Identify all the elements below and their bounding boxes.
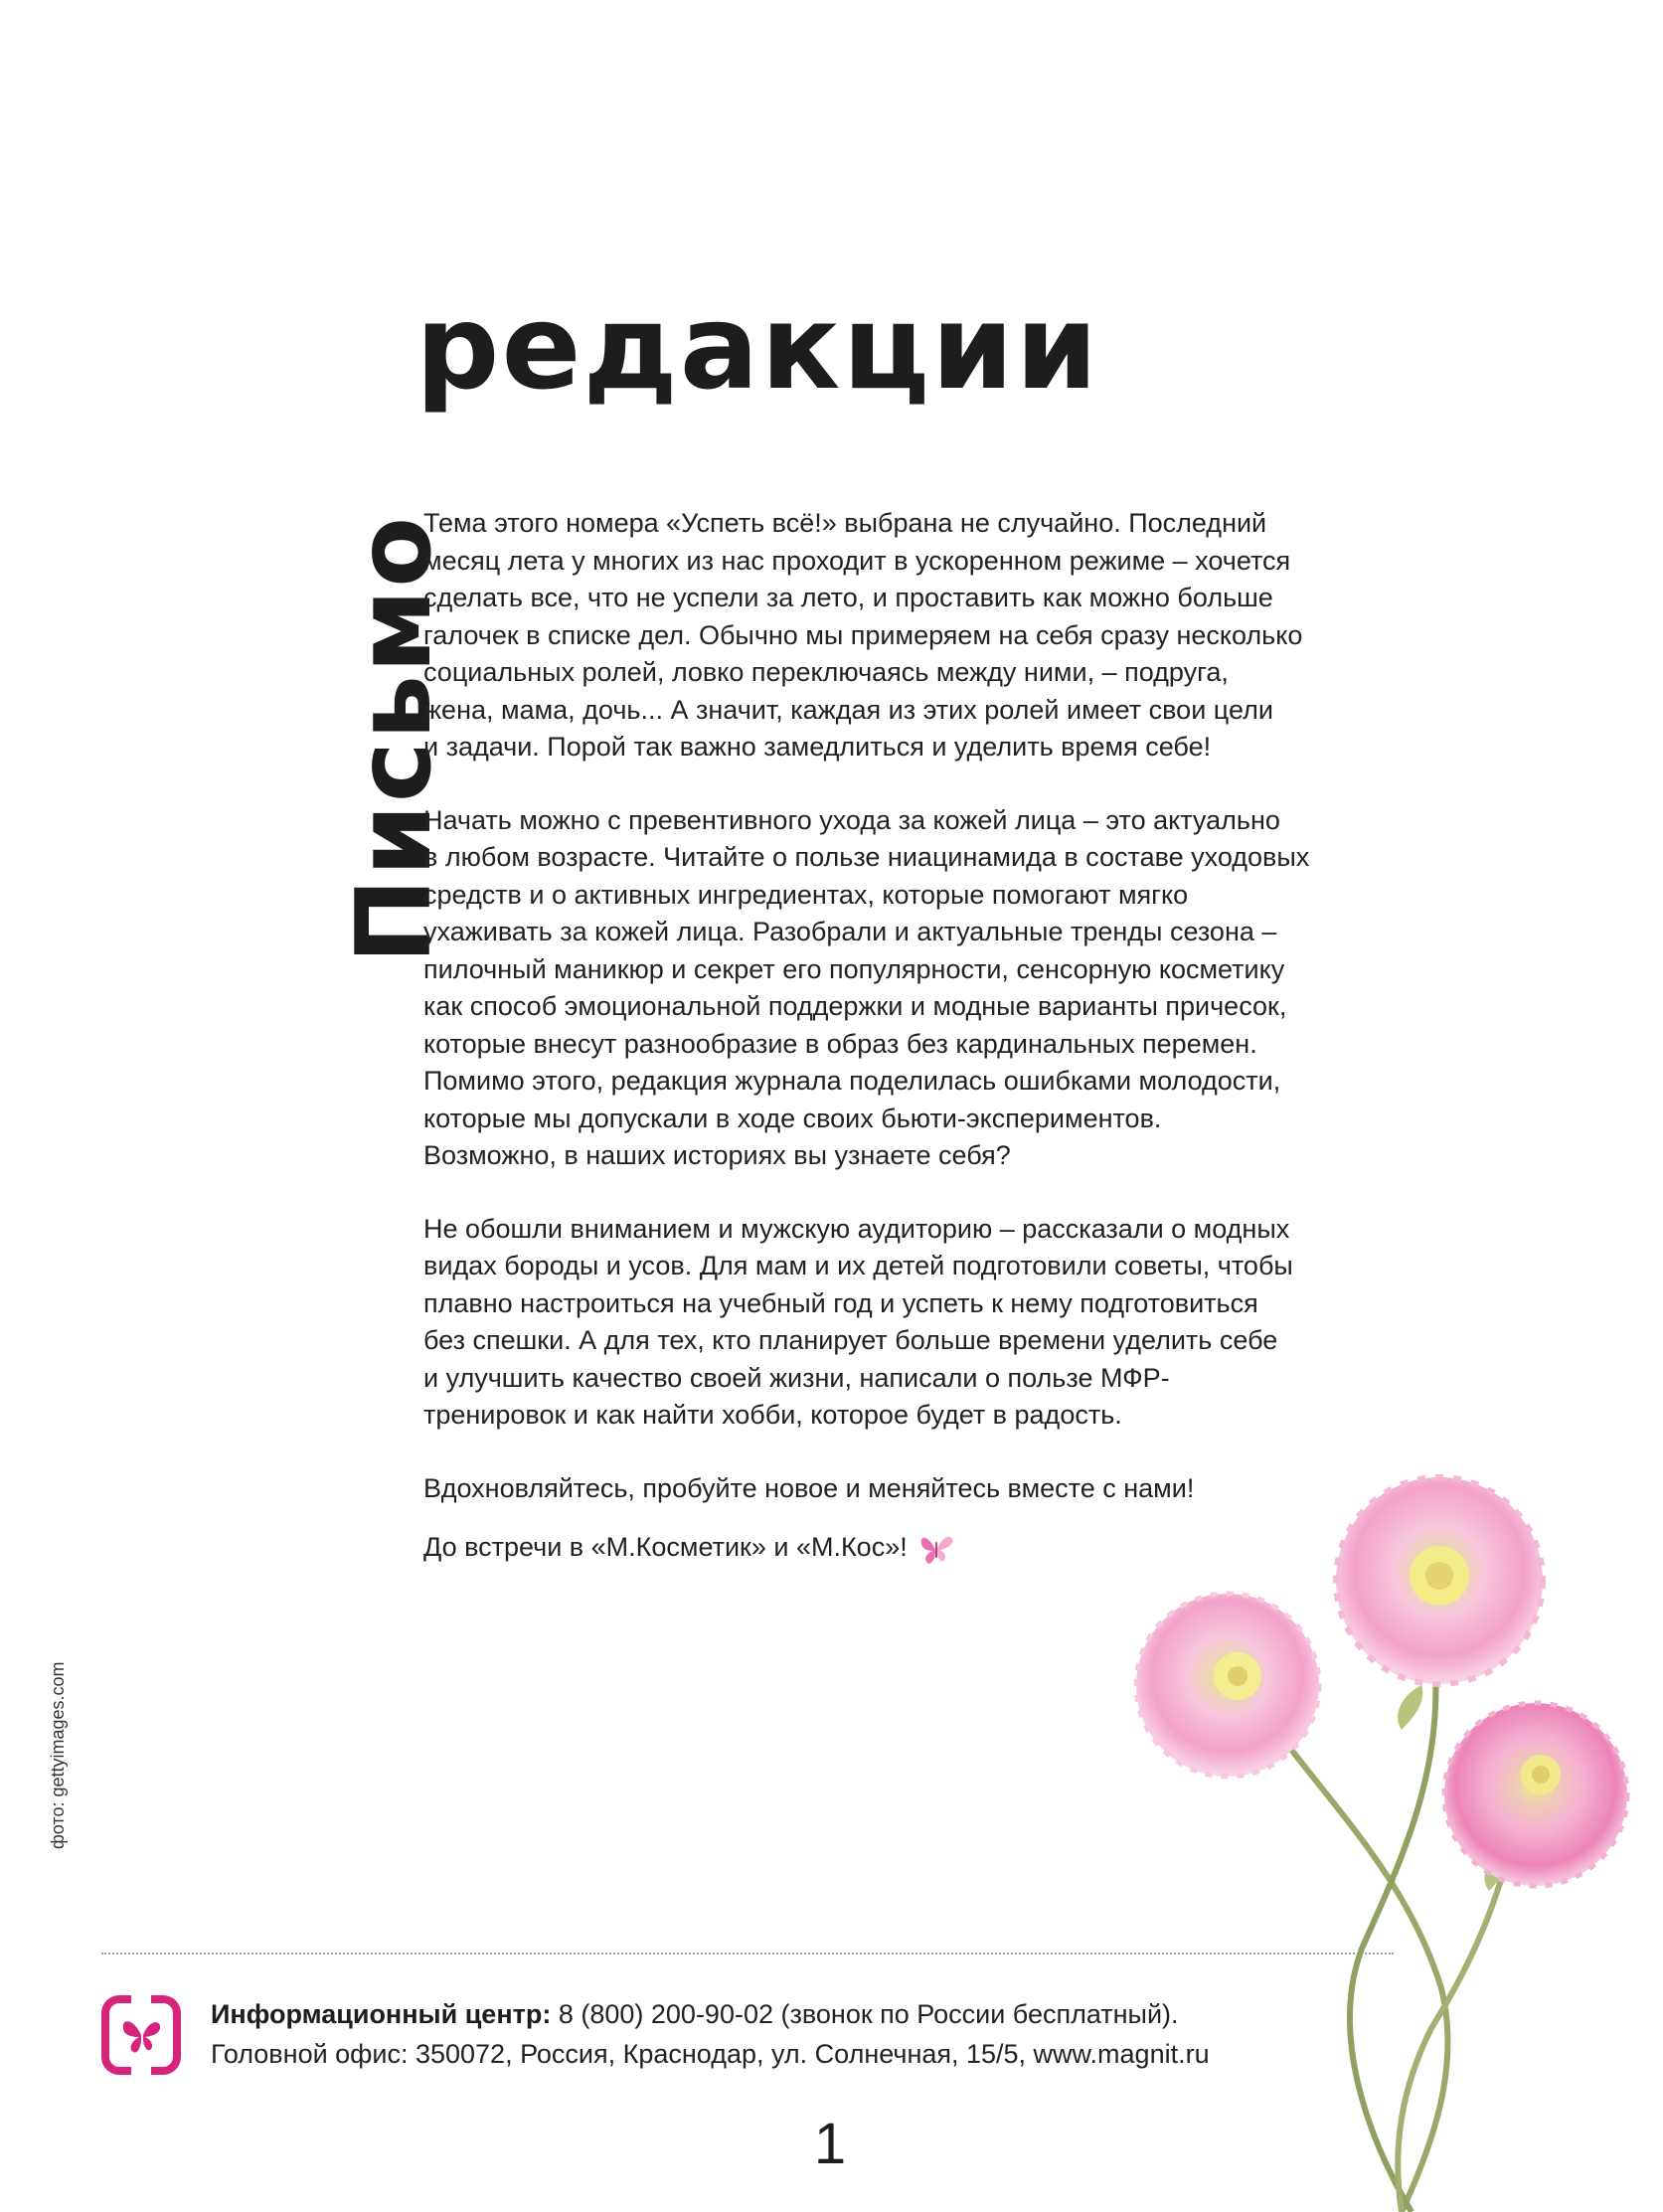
- info-label: Информационный центр:: [211, 1999, 552, 2029]
- butterfly-icon: [917, 1532, 955, 1566]
- magnit-logo-icon: [101, 1995, 181, 2075]
- page-title: редакции: [416, 278, 1100, 416]
- paragraph-2: Начать можно с превентивного ухода за кожей лица – это актуально в любом возрасте. Читайте о пользе ниацинамида в составе уходовых средств и о активных ингредиентах, которые помогают мягко ухаживать за кожей лица. Разобрали и актуальные тренды сезона – пилочный маникюр и секрет его популярности, сенсорную косметику как способ эмоциональной поддержки и модные варианты причесок, которые внесут разнообразие в образ без кардинальных перемен. Помимо этого, редакция журнала поделилась ошибками молодости, которые мы допускали в ходе своих бьюти-экспериментов. Возможно, в наших историях вы узнаете себя?: [423, 804, 1310, 1170]
- paragraph-1: Тема этого номера «Успеть всё!» выбрана не случайно. Последний месяц лета у многих из нас проходит в ускоренном режиме – хочется сделать все, что не успели за лето, и проставить как можно больше галочек в списке дел. Обычно мы примеряем на себя сразу несколько социальных ролей, ловко переключаясь между ними, – подруга, жена, мама, дочь... А значит, каждая из этих ролей имеет свои цели и задачи. Порой так важно замедлиться и уделить время себе!: [423, 508, 1303, 762]
- vertical-title: Письмо: [335, 515, 454, 964]
- page-number: 1: [813, 2112, 847, 2176]
- closing-line: Вдохновляйтесь, пробуйте новое и меняйтесь вместе с нами!: [423, 1472, 1195, 1503]
- address-line: Головной офис: 350072, Россия, Краснодар, ул. Солнечная, 15/5, www.magnit.ru: [211, 2039, 1210, 2069]
- signoff-text: До встречи в «М.Косметик» и «М.Кос»!: [423, 1532, 908, 1562]
- info-phone: 8 (800) 200-90-02 (звонок по России бесплатный).: [551, 1999, 1179, 2029]
- photo-credit: фото: gettyimages.com: [48, 1661, 68, 1849]
- dahlia-flowers-illustration: [1103, 1432, 1663, 2212]
- paragraph-3: Не обошли вниманием и мужскую аудиторию – рассказали о модных видах бороды и усов. Для мам и их детей подготовили советы, чтобы плавно настроиться на учебный год и успеть к нему подготовиться без спешки. А для тех, кто планирует больше времени уделить себе и улучшить качество своей жизни, написали о пользе МФР- тренировок и как найти хобби, которое будет в радость.: [423, 1213, 1293, 1430]
